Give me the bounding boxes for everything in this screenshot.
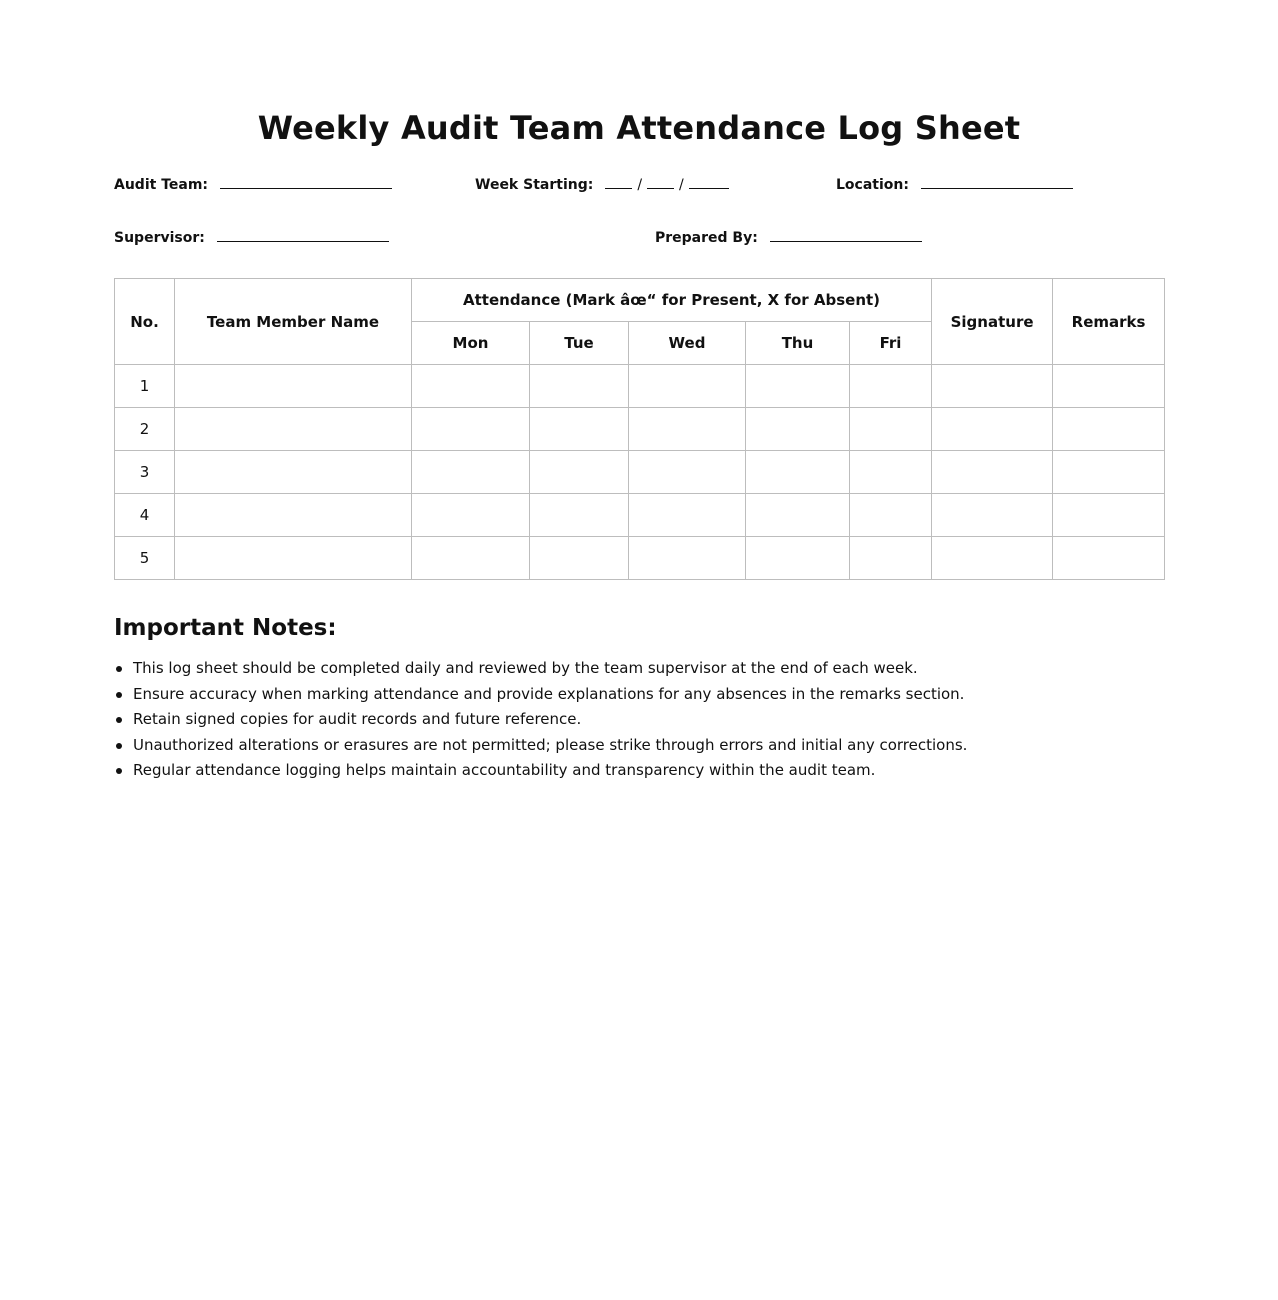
table-row bbox=[115, 408, 1165, 451]
mon-cell[interactable] bbox=[412, 537, 530, 580]
page-title: Weekly Audit Team Attendance Log Sheet bbox=[257, 109, 1021, 147]
week-starting-label: Week Starting: bbox=[475, 177, 594, 193]
table-header-row bbox=[115, 279, 1165, 322]
tue-cell[interactable] bbox=[530, 365, 629, 408]
thu-cell[interactable] bbox=[746, 494, 850, 537]
mon-cell[interactable] bbox=[412, 365, 530, 408]
wed-cell[interactable] bbox=[629, 537, 746, 580]
location-label: Location: bbox=[836, 177, 909, 193]
thu-cell[interactable] bbox=[746, 537, 850, 580]
name-cell[interactable] bbox=[175, 494, 412, 537]
name-cell[interactable] bbox=[175, 408, 412, 451]
tue-cell[interactable] bbox=[530, 408, 629, 451]
supervisor-field bbox=[114, 227, 389, 248]
fri-cell[interactable] bbox=[850, 451, 932, 494]
signature-cell[interactable] bbox=[932, 494, 1053, 537]
name-cell[interactable] bbox=[175, 365, 412, 408]
week-day-blank[interactable] bbox=[647, 174, 674, 189]
name-cell[interactable] bbox=[175, 537, 412, 580]
header-no: No. bbox=[115, 279, 175, 365]
prepared-by-label: Prepared By: bbox=[655, 230, 758, 246]
header-day-fri: Fri bbox=[850, 322, 932, 365]
fri-cell[interactable] bbox=[850, 494, 932, 537]
tue-cell[interactable] bbox=[530, 494, 629, 537]
table-row bbox=[115, 451, 1165, 494]
row-number: 4 bbox=[115, 494, 175, 537]
date-separator: / bbox=[637, 177, 643, 193]
wed-cell[interactable] bbox=[629, 365, 746, 408]
remarks-cell[interactable] bbox=[1053, 494, 1165, 537]
prepared-by-field bbox=[655, 227, 922, 248]
supervisor-label: Supervisor: bbox=[114, 230, 205, 246]
row-number: 3 bbox=[115, 451, 175, 494]
remarks-cell[interactable] bbox=[1053, 451, 1165, 494]
week-year-blank[interactable] bbox=[689, 174, 729, 189]
tue-cell[interactable] bbox=[530, 451, 629, 494]
table-row bbox=[115, 494, 1165, 537]
list-item: This log sheet should be completed daily and reviewed by the team supervisor at the end of each week. bbox=[133, 656, 1163, 682]
list-item: Unauthorized alterations or erasures are not permitted; please strike through errors and initial any corrections. bbox=[133, 733, 1163, 759]
prepared-by-blank-line[interactable] bbox=[770, 227, 922, 242]
header-team-member-name: Team Member Name bbox=[175, 279, 412, 365]
audit-team-label: Audit Team: bbox=[114, 177, 209, 193]
header-day-mon: Mon bbox=[412, 322, 530, 365]
table-row bbox=[115, 365, 1165, 408]
audit-team-field bbox=[114, 174, 392, 195]
tue-cell[interactable] bbox=[530, 537, 629, 580]
mon-cell[interactable] bbox=[412, 451, 530, 494]
attendance-table bbox=[114, 278, 1165, 580]
header-remarks: Remarks bbox=[1053, 279, 1165, 365]
header-attendance: Attendance (Mark âœ“ for Present, X for Absent) bbox=[412, 279, 932, 322]
header-signature: Signature bbox=[932, 279, 1053, 365]
mon-cell[interactable] bbox=[412, 408, 530, 451]
wed-cell[interactable] bbox=[629, 451, 746, 494]
location-field bbox=[836, 174, 1073, 195]
wed-cell[interactable] bbox=[629, 494, 746, 537]
location-blank-line[interactable] bbox=[921, 174, 1073, 189]
remarks-cell[interactable] bbox=[1053, 537, 1165, 580]
list-item: Regular attendance logging helps maintain accountability and transparency within the audit team. bbox=[133, 758, 1163, 784]
mon-cell[interactable] bbox=[412, 494, 530, 537]
name-cell[interactable] bbox=[175, 451, 412, 494]
signature-cell[interactable] bbox=[932, 408, 1053, 451]
list-item: Ensure accuracy when marking attendance and provide explanations for any absences in the remarks section. bbox=[133, 682, 1163, 708]
fri-cell[interactable] bbox=[850, 537, 932, 580]
week-starting-field bbox=[475, 174, 729, 195]
signature-cell[interactable] bbox=[932, 451, 1053, 494]
thu-cell[interactable] bbox=[746, 451, 850, 494]
signature-cell[interactable] bbox=[932, 365, 1053, 408]
audit-team-blank-line[interactable] bbox=[220, 174, 392, 189]
fri-cell[interactable] bbox=[850, 365, 932, 408]
row-number: 1 bbox=[115, 365, 175, 408]
table-row bbox=[115, 537, 1165, 580]
fri-cell[interactable] bbox=[850, 408, 932, 451]
remarks-cell[interactable] bbox=[1053, 408, 1165, 451]
date-separator: / bbox=[679, 177, 684, 193]
signature-cell[interactable] bbox=[932, 537, 1053, 580]
supervisor-blank-line[interactable] bbox=[217, 227, 389, 242]
notes-list bbox=[114, 656, 1163, 784]
header-day-wed: Wed bbox=[629, 322, 746, 365]
header-day-thu: Thu bbox=[746, 322, 850, 365]
wed-cell[interactable] bbox=[629, 408, 746, 451]
header-day-tue: Tue bbox=[530, 322, 629, 365]
list-item: Retain signed copies for audit records and future reference. bbox=[133, 707, 1163, 733]
thu-cell[interactable] bbox=[746, 408, 850, 451]
row-number: 2 bbox=[115, 408, 175, 451]
notes-title: Important Notes: bbox=[114, 615, 337, 641]
thu-cell[interactable] bbox=[746, 365, 850, 408]
week-month-blank[interactable] bbox=[605, 174, 632, 189]
row-number: 5 bbox=[115, 537, 175, 580]
remarks-cell[interactable] bbox=[1053, 365, 1165, 408]
